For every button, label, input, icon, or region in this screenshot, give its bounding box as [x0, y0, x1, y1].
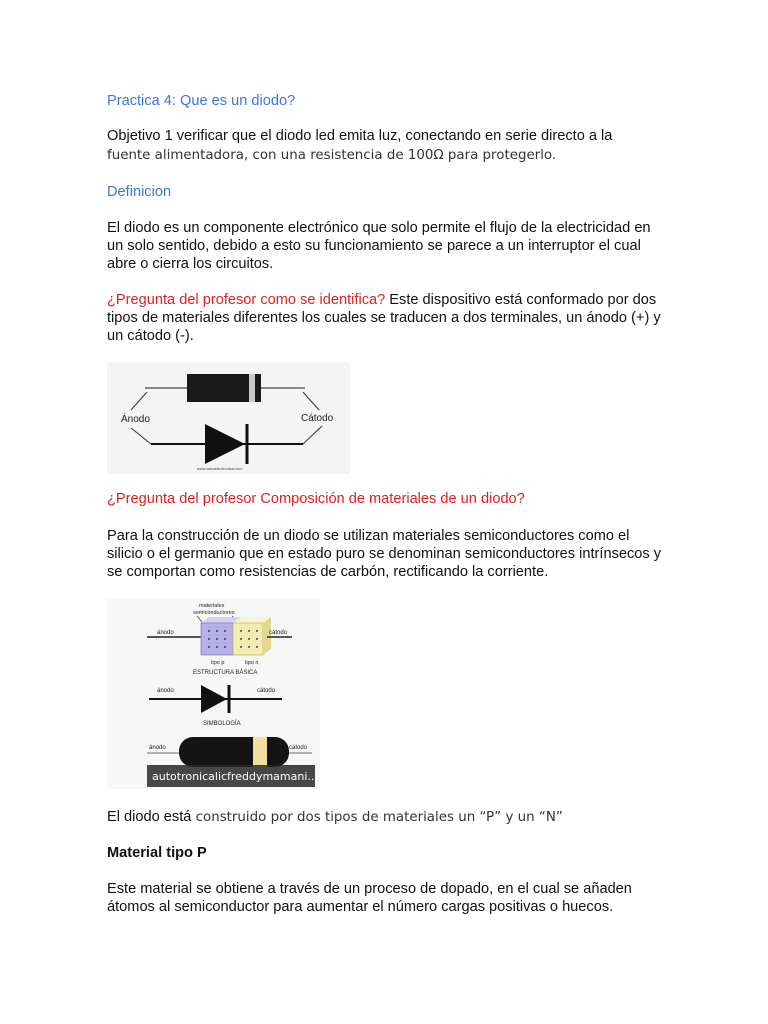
question1-prompt: ¿Pregunta del profesor como se identifica? — [107, 292, 386, 308]
anode-label-bottom: ánodo — [149, 745, 166, 751]
diode-materials-part1: El diodo está — [107, 809, 192, 825]
material-p-text: Este material se obtiene a través de un proceso de dopado, en el cual se añaden átomos al semiconductor para aumentar el número cargas positivas o huecos. — [107, 881, 632, 915]
materials-label-line2: semiconductores — [193, 610, 235, 616]
caption-overlay: autotronicalicfreddymamani... — [152, 770, 318, 783]
semiconductor-figure — [107, 599, 320, 789]
cathode-label: Cátodo — [301, 413, 334, 424]
diode-materials-part2: construido por dos tipos de materiales un “P” y un “N” — [191, 810, 563, 825]
definition-heading: Definicion — [107, 184, 172, 200]
anode-label-mid: ánodo — [157, 688, 174, 694]
component-body — [179, 737, 289, 767]
cathode-label-top: cátodo — [269, 630, 288, 636]
figure-watermark: www.areaelectronica.com — [197, 466, 243, 471]
objective-paragraph — [107, 127, 667, 165]
diode-figure — [107, 362, 350, 474]
question2: ¿Pregunta del profesor Composición de materiales de un diodo? — [107, 491, 525, 507]
n-block-side — [263, 617, 271, 655]
page-title: Practica 4: Que es un diodo? — [107, 93, 296, 109]
materials-label-line1: materiales — [199, 603, 225, 609]
material-p-heading: Material tipo P — [107, 845, 207, 861]
diode-materials-line — [107, 808, 667, 827]
question1-paragraph — [107, 291, 667, 345]
type-n-label: tipo n — [245, 660, 259, 666]
anode-label-top: ánodo — [157, 630, 174, 636]
question1-answer: Este dispositivo está conformado por dos tipos de materiales diferentes los cuales se traducen a dos terminales, un ánodo (+) y un cátodo (-). — [107, 292, 661, 344]
objective-line-1: Objetivo 1 verificar que el diodo led emita luz, conectando en serie directo a la — [107, 128, 613, 144]
composition-text: Para la construcción de un diodo se utilizan materiales semiconductores como el silicio o el germanio que en estado puro se denominan semiconductores intrínsecos y se comportan como resistencias de carbón, rectificando la corriente. — [107, 528, 662, 580]
anode-label: Ánodo — [121, 414, 150, 425]
cathode-label-bottom: cátodo — [289, 745, 308, 751]
structure-caption: ESTRUCTURA BÁSICA — [193, 670, 258, 676]
component-band — [253, 737, 267, 767]
diode-cathode-band — [249, 374, 255, 402]
objective-line-2: fuente alimentadora, con una resistencia de 100Ω para protegerlo. — [107, 148, 557, 163]
symbology-caption: SIMBOLOGÍA — [203, 721, 241, 727]
cathode-label-mid: cátodo — [257, 688, 276, 694]
definition-text: El diodo es un componente electrónico que solo permite el flujo de la electricidad en un solo sentido, debido a esto su funcionamiento se parece a un interruptor el cual abre o cierra los circuitos. — [107, 220, 651, 272]
type-p-label: tipo p — [211, 660, 225, 666]
